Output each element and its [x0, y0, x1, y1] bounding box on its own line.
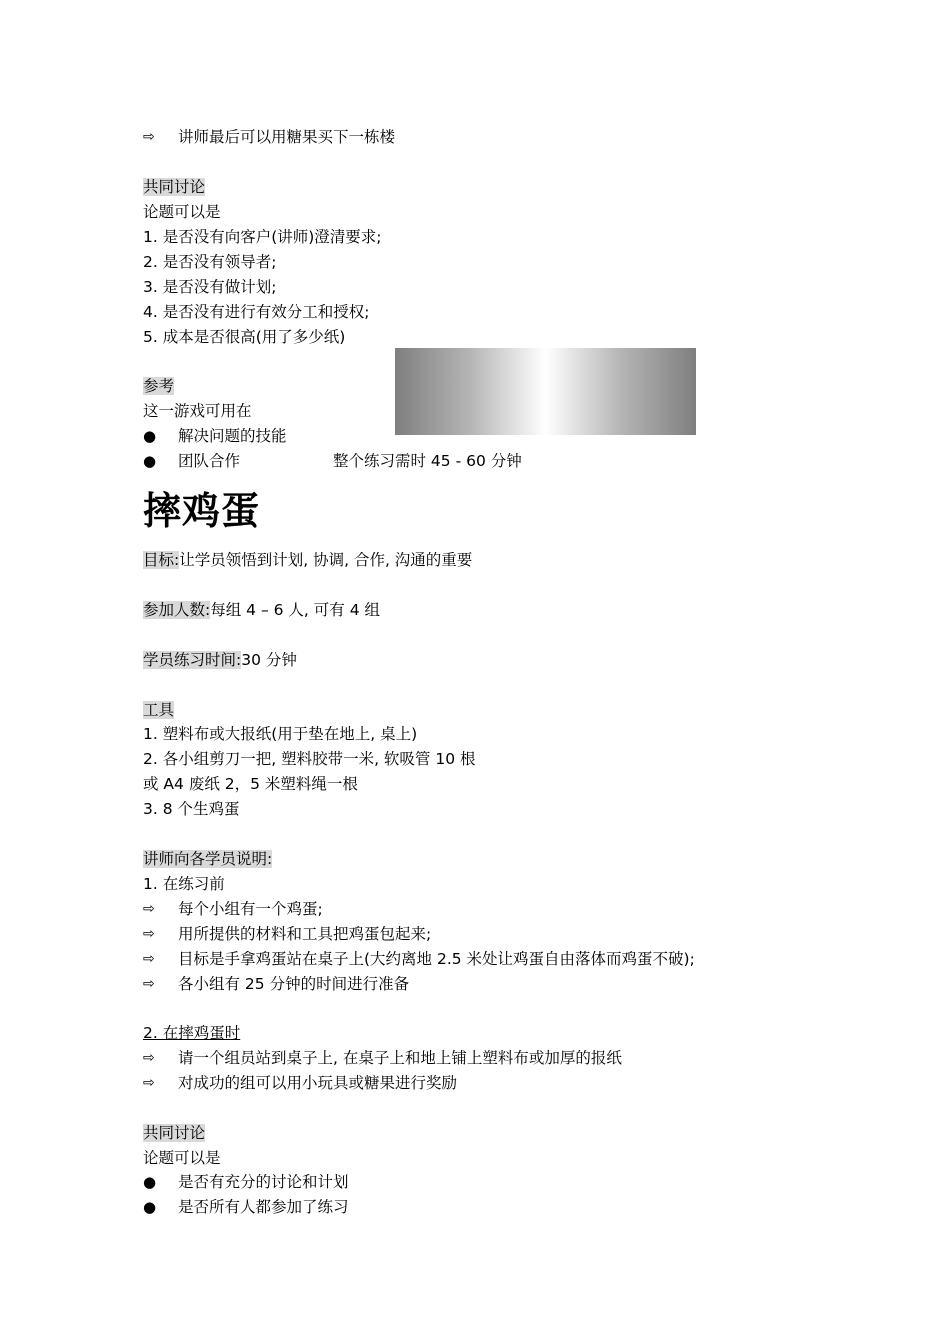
bullet-icon: ● — [143, 1198, 157, 1216]
explain-heading: 讲师向各学员说明: — [143, 850, 273, 868]
arrow-icon: ⇨ — [143, 951, 155, 967]
tools-item: 1. 塑料布或大报纸(用于垫在地上, 桌上) — [143, 725, 418, 743]
before-label: 1. 在练习前 — [143, 875, 225, 893]
ref-bullet: 团队合作 — [178, 452, 241, 470]
arrow-icon: ⇨ — [143, 926, 155, 942]
during-item: 请一个组员站到桌子上, 在桌子上和地上铺上塑料布或加厚的报纸 — [178, 1049, 622, 1067]
time-line: 学员练习时间:30 分钟 — [143, 651, 297, 669]
before-item: 目标是手拿鸡蛋站在桌子上(大约离地 2.5 米处让鸡蛋自由落体而鸡蛋不破); — [178, 950, 695, 968]
discuss-intro-2: 论题可以是 — [143, 1149, 221, 1167]
ref-intro: 这一游戏可用在 — [143, 402, 252, 420]
discuss-bullet: 是否有充分的讨论和计划 — [178, 1173, 349, 1191]
before-item: 每个小组有一个鸡蛋; — [178, 900, 323, 918]
discuss-heading: 共同讨论 — [143, 178, 206, 196]
arrow-icon: ⇨ — [143, 129, 155, 145]
discuss-item: 4. 是否没有进行有效分工和授权; — [143, 303, 370, 321]
discuss-intro: 论题可以是 — [143, 203, 221, 221]
arrow-icon: ⇨ — [143, 1075, 155, 1091]
ref-heading: 参考 — [143, 377, 175, 395]
arrow-icon: ⇨ — [143, 1050, 155, 1066]
section-title: 摔鸡蛋 — [143, 489, 261, 533]
duration-note: 整个练习需时 45 - 60 分钟 — [333, 452, 522, 470]
discuss-item: 5. 成本是否很高(用了多少纸) — [143, 328, 346, 346]
arrow-icon: ⇨ — [143, 976, 155, 992]
arrow-icon: ⇨ — [143, 901, 155, 917]
ref-bullet: 解决问题的技能 — [178, 427, 287, 445]
tools-heading: 工具 — [143, 701, 175, 719]
goal-line: 目标:让学员领悟到计划, 协调, 合作, 沟通的重要 — [143, 551, 473, 569]
bullet-icon: ● — [143, 1173, 157, 1191]
discuss-heading-2: 共同讨论 — [143, 1124, 206, 1142]
before-item: 用所提供的材料和工具把鸡蛋包起来; — [178, 925, 432, 943]
people-line: 参加人数:每组 4 – 6 人, 可有 4 组 — [143, 601, 380, 619]
discuss-item: 2. 是否没有领导者; — [143, 253, 277, 271]
discuss-bullet: 是否所有人都参加了练习 — [178, 1198, 349, 1216]
bullet-icon: ● — [143, 427, 157, 445]
during-item: 对成功的组可以用小玩具或糖果进行奖励 — [178, 1074, 458, 1092]
arrow-item: 讲师最后可以用糖果买下一栋楼 — [178, 128, 396, 146]
before-item: 各小组有 25 分钟的时间进行准备 — [178, 975, 410, 993]
gradient-graphic — [395, 348, 696, 435]
tools-item: 2. 各小组剪刀一把, 塑料胶带一米, 软吸管 10 根 — [143, 750, 476, 768]
tools-item: 3. 8 个生鸡蛋 — [143, 800, 240, 818]
bullet-icon: ● — [143, 452, 157, 470]
during-label: 2. 在摔鸡蛋时 — [143, 1024, 241, 1042]
discuss-item: 3. 是否没有做计划; — [143, 278, 277, 296]
discuss-item: 1. 是否没有向客户(讲师)澄清要求; — [143, 228, 382, 246]
tools-item: 或 A4 废纸 2，5 米塑料绳一根 — [143, 775, 358, 793]
